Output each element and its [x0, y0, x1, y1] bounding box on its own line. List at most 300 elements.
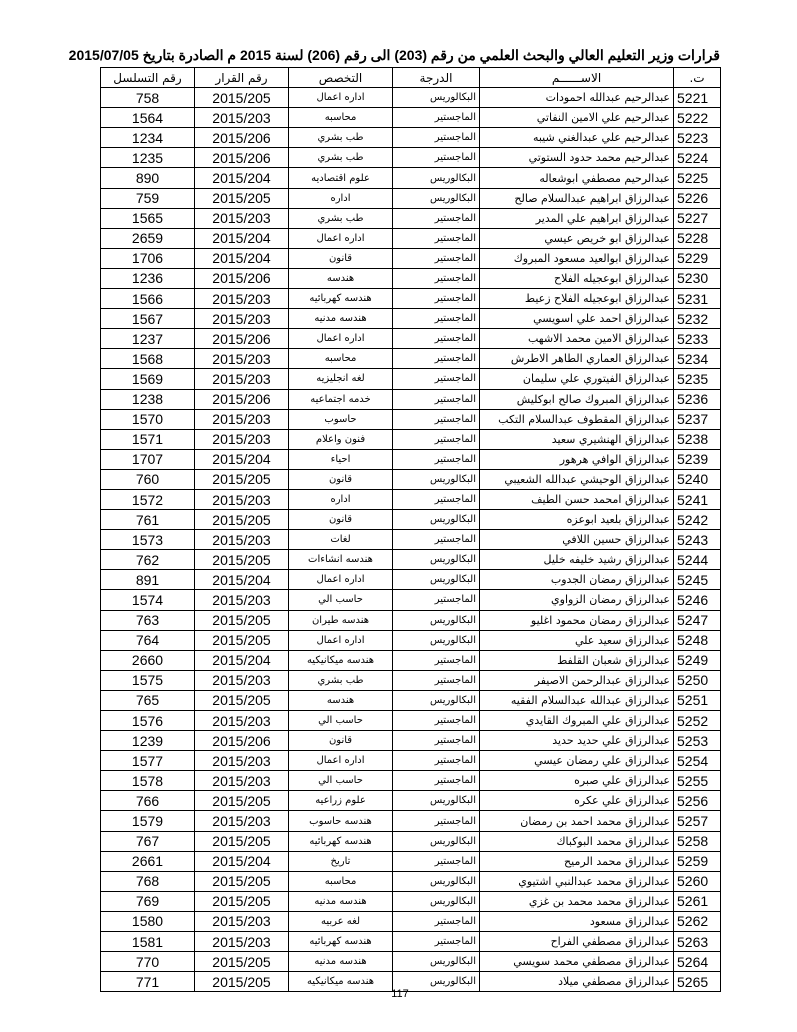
cell-decision: 2015/206 — [195, 268, 289, 288]
cell-num: 5257 — [674, 811, 721, 831]
cell-decision: 2015/205 — [195, 550, 289, 570]
cell-serial: 2660 — [101, 650, 195, 670]
cell-name: عبدالرحيم محمد حدود الستوتي — [480, 148, 674, 168]
cell-degree: الماجستير — [393, 128, 480, 148]
cell-serial: 1579 — [101, 811, 195, 831]
cell-serial: 2661 — [101, 851, 195, 871]
table-row — [101, 871, 721, 891]
cell-num: 5227 — [674, 208, 721, 228]
cell-serial: 1568 — [101, 349, 195, 369]
table-row — [101, 168, 721, 188]
table-row — [101, 228, 721, 248]
page-title: قرارات وزير التعليم العالي والبحث العلمي من رقم (203) الى رقم (206) لسنة 2015 م الصادرة بتاريخ 2015/07/05 — [68, 47, 720, 63]
cell-specialty: اداره — [289, 188, 393, 208]
cell-decision: 2015/205 — [195, 630, 289, 650]
table-row — [101, 952, 721, 972]
cell-num: 5234 — [674, 349, 721, 369]
table-row — [101, 469, 721, 489]
cell-serial: 1236 — [101, 268, 195, 288]
cell-decision: 2015/203 — [195, 309, 289, 329]
cell-num: 5250 — [674, 670, 721, 690]
cell-degree: الماجستير — [393, 590, 480, 610]
table-row — [101, 289, 721, 309]
cell-serial: 759 — [101, 188, 195, 208]
cell-name: عبدالرحيم علي عبدالغني شيبه — [480, 128, 674, 148]
cell-specialty: طب بشري — [289, 208, 393, 228]
cell-decision: 2015/203 — [195, 108, 289, 128]
cell-name: عبدالرزاق محمد البوكباك — [480, 831, 674, 851]
cell-specialty: اداره اعمال — [289, 751, 393, 771]
table-row — [101, 630, 721, 650]
cell-num: 5240 — [674, 469, 721, 489]
cell-decision: 2015/205 — [195, 831, 289, 851]
cell-serial: 1707 — [101, 449, 195, 469]
cell-decision: 2015/206 — [195, 731, 289, 751]
cell-name: عبدالرزاق محمد احمد بن رمضان — [480, 811, 674, 831]
table-row — [101, 389, 721, 409]
cell-decision: 2015/203 — [195, 409, 289, 429]
table-row — [101, 208, 721, 228]
cell-specialty: طب بشري — [289, 128, 393, 148]
cell-serial: 1580 — [101, 911, 195, 931]
cell-name: عبدالرزاق امحمد حسن الطيف — [480, 489, 674, 509]
table-row — [101, 489, 721, 509]
cell-num: 5265 — [674, 972, 721, 992]
cell-degree: الماجستير — [393, 289, 480, 309]
cell-specialty: قانون — [289, 248, 393, 268]
cell-serial: 764 — [101, 630, 195, 650]
cell-decision: 2015/206 — [195, 389, 289, 409]
cell-name: عبدالرزاق محمد محمد بن غزي — [480, 891, 674, 911]
cell-serial: 770 — [101, 952, 195, 972]
cell-degree: الماجستير — [393, 349, 480, 369]
table-row — [101, 831, 721, 851]
cell-serial: 1234 — [101, 128, 195, 148]
cell-degree: البكالوريس — [393, 871, 480, 891]
cell-decision: 2015/203 — [195, 349, 289, 369]
cell-num: 5256 — [674, 791, 721, 811]
cell-name: عبدالرزاق رمضان الجدوب — [480, 570, 674, 590]
table-row — [101, 108, 721, 128]
cell-specialty: قانون — [289, 510, 393, 530]
cell-decision: 2015/203 — [195, 208, 289, 228]
cell-degree: البكالوريس — [393, 168, 480, 188]
cell-degree: البكالوريس — [393, 510, 480, 530]
cell-specialty: لغات — [289, 530, 393, 550]
table-row — [101, 309, 721, 329]
cell-specialty: محاسبه — [289, 871, 393, 891]
cell-name: عبدالرزاق ابوالعيد مسعود المبروك — [480, 248, 674, 268]
cell-name: عبدالرزاق المقطوف عبدالسلام التكب — [480, 409, 674, 429]
cell-degree: البكالوريس — [393, 891, 480, 911]
table-row — [101, 268, 721, 288]
cell-name: عبدالرزاق ابوعجيله الفلاح — [480, 268, 674, 288]
cell-name: عبدالرزاق مصطفي ميلاد — [480, 972, 674, 992]
cell-specialty: محاسبه — [289, 108, 393, 128]
table-row — [101, 650, 721, 670]
cell-name: عبدالرزاق عبدالرحمن الاصيفر — [480, 670, 674, 690]
cell-name: عبدالرزاق علي المبروك القايدي — [480, 711, 674, 731]
cell-name: عبدالرزاق الوحيشي عبدالله الشعيبي — [480, 469, 674, 489]
cell-degree: البكالوريس — [393, 630, 480, 650]
cell-name: عبدالرزاق المبروك صالح ابوكليش — [480, 389, 674, 409]
cell-serial: 1567 — [101, 309, 195, 329]
cell-degree: الماجستير — [393, 911, 480, 931]
cell-decision: 2015/204 — [195, 248, 289, 268]
cell-decision: 2015/204 — [195, 650, 289, 670]
cell-num: 5229 — [674, 248, 721, 268]
cell-degree: الماجستير — [393, 389, 480, 409]
cell-specialty: لغه انجليزيه — [289, 369, 393, 389]
table-row — [101, 449, 721, 469]
cell-name: عبدالرزاق رمضان محمود اغليو — [480, 610, 674, 630]
cell-num: 5233 — [674, 329, 721, 349]
cell-serial: 1573 — [101, 530, 195, 550]
cell-specialty: هندسه كهربائيه — [289, 831, 393, 851]
cell-num: 5255 — [674, 771, 721, 791]
cell-serial: 766 — [101, 791, 195, 811]
cell-num: 5222 — [674, 108, 721, 128]
cell-serial: 1237 — [101, 329, 195, 349]
cell-degree: الماجستير — [393, 811, 480, 831]
table-row — [101, 610, 721, 630]
cell-degree: الماجستير — [393, 851, 480, 871]
cell-name: عبدالرزاق شعبان القلفط — [480, 650, 674, 670]
cell-serial: 1570 — [101, 409, 195, 429]
cell-name: عبدالرزاق العماري الطاهر الاطرش — [480, 349, 674, 369]
table-row — [101, 248, 721, 268]
cell-num: 5221 — [674, 88, 721, 108]
cell-num: 5235 — [674, 369, 721, 389]
cell-decision: 2015/204 — [195, 449, 289, 469]
cell-serial: 760 — [101, 469, 195, 489]
cell-name: عبدالرزاق ابوعجيله الفلاح زعيط — [480, 289, 674, 309]
cell-serial: 890 — [101, 168, 195, 188]
cell-specialty: هندسه طيران — [289, 610, 393, 630]
cell-specialty: محاسبه — [289, 349, 393, 369]
cell-decision: 2015/205 — [195, 469, 289, 489]
cell-decision: 2015/203 — [195, 811, 289, 831]
cell-num: 5228 — [674, 228, 721, 248]
cell-decision: 2015/203 — [195, 530, 289, 550]
cell-degree: الماجستير — [393, 329, 480, 349]
table-row — [101, 690, 721, 710]
cell-decision: 2015/203 — [195, 289, 289, 309]
table-row — [101, 409, 721, 429]
cell-num: 5260 — [674, 871, 721, 891]
cell-num: 5243 — [674, 530, 721, 550]
cell-name: عبدالرزاق مصطفي محمد سويسي — [480, 952, 674, 972]
cell-specialty: هندسه مدنيه — [289, 891, 393, 911]
cell-specialty: لغه عربيه — [289, 911, 393, 931]
cell-specialty: حاسب الي — [289, 711, 393, 731]
cell-decision: 2015/203 — [195, 771, 289, 791]
cell-degree: البكالوريس — [393, 570, 480, 590]
cell-degree: الماجستير — [393, 108, 480, 128]
cell-degree: الماجستير — [393, 771, 480, 791]
cell-specialty: اداره اعمال — [289, 329, 393, 349]
cell-specialty: حاسب الي — [289, 771, 393, 791]
cell-serial: 1577 — [101, 751, 195, 771]
cell-degree: الماجستير — [393, 751, 480, 771]
cell-decision: 2015/204 — [195, 228, 289, 248]
cell-degree: الماجستير — [393, 268, 480, 288]
table-body — [101, 88, 721, 992]
cell-serial: 891 — [101, 570, 195, 590]
cell-degree: البكالوريس — [393, 469, 480, 489]
cell-decision: 2015/206 — [195, 128, 289, 148]
cell-decision: 2015/204 — [195, 570, 289, 590]
cell-name: عبدالرزاق علي عكره — [480, 791, 674, 811]
cell-name: عبدالرزاق ابراهيم عبدالسلام صالح — [480, 188, 674, 208]
cell-decision: 2015/203 — [195, 590, 289, 610]
cell-name: عبدالرزاق الامين محمد الاشهب — [480, 329, 674, 349]
cell-degree: الماجستير — [393, 208, 480, 228]
cell-serial: 1571 — [101, 429, 195, 449]
cell-specialty: قانون — [289, 731, 393, 751]
cell-decision: 2015/203 — [195, 429, 289, 449]
table-row — [101, 590, 721, 610]
cell-serial: 1569 — [101, 369, 195, 389]
cell-num: 5254 — [674, 751, 721, 771]
cell-degree: البكالوريس — [393, 550, 480, 570]
cell-degree: الماجستير — [393, 429, 480, 449]
cell-decision: 2015/205 — [195, 952, 289, 972]
cell-serial: 2659 — [101, 228, 195, 248]
cell-num: 5239 — [674, 449, 721, 469]
cell-specialty: اداره اعمال — [289, 630, 393, 650]
table-row — [101, 771, 721, 791]
table-row — [101, 349, 721, 369]
cell-decision: 2015/205 — [195, 610, 289, 630]
cell-serial: 767 — [101, 831, 195, 851]
cell-degree: البكالوريس — [393, 88, 480, 108]
cell-name: عبدالرزاق بلعيد ابوعزه — [480, 510, 674, 530]
cell-name: عبدالرحيم مصطفي ابوشعاله — [480, 168, 674, 188]
cell-decision: 2015/204 — [195, 168, 289, 188]
table-row — [101, 570, 721, 590]
cell-decision: 2015/203 — [195, 911, 289, 931]
cell-specialty: هندسه حاسوب — [289, 811, 393, 831]
cell-degree: البكالوريس — [393, 610, 480, 630]
cell-specialty: تاريخ — [289, 851, 393, 871]
cell-specialty: هندسه مدنيه — [289, 309, 393, 329]
cell-serial: 762 — [101, 550, 195, 570]
cell-specialty: علوم زراعيه — [289, 791, 393, 811]
cell-degree: الماجستير — [393, 309, 480, 329]
cell-degree: الماجستير — [393, 670, 480, 690]
table-row — [101, 188, 721, 208]
cell-degree: الماجستير — [393, 489, 480, 509]
table-row — [101, 911, 721, 931]
cell-serial: 1576 — [101, 711, 195, 731]
cell-specialty: طب بشري — [289, 670, 393, 690]
cell-degree: الماجستير — [393, 148, 480, 168]
cell-degree: البكالوريس — [393, 791, 480, 811]
cell-name: عبدالرزاق محمد عبدالنبي اشتيوي — [480, 871, 674, 891]
cell-degree: الماجستير — [393, 530, 480, 550]
cell-serial: 765 — [101, 690, 195, 710]
cell-name: عبدالرزاق محمد الرميح — [480, 851, 674, 871]
table-row — [101, 670, 721, 690]
cell-degree: الماجستير — [393, 731, 480, 751]
cell-name: عبدالرزاق مصطفي الفراح — [480, 932, 674, 952]
table-row — [101, 711, 721, 731]
cell-specialty: خدمه اجتماعيه — [289, 389, 393, 409]
cell-decision: 2015/203 — [195, 489, 289, 509]
cell-num: 5259 — [674, 851, 721, 871]
cell-num: 5247 — [674, 610, 721, 630]
table-row — [101, 811, 721, 831]
cell-decision: 2015/203 — [195, 751, 289, 771]
cell-name: عبدالرزاق ابو خريص عيسي — [480, 228, 674, 248]
cell-specialty: حاسب الي — [289, 590, 393, 610]
cell-serial: 1574 — [101, 590, 195, 610]
cell-name: عبدالرزاق رمضان الزواوي — [480, 590, 674, 610]
cell-degree: البكالوريس — [393, 690, 480, 710]
cell-num: 5242 — [674, 510, 721, 530]
cell-decision: 2015/203 — [195, 670, 289, 690]
cell-num: 5230 — [674, 268, 721, 288]
cell-num: 5253 — [674, 731, 721, 751]
cell-specialty: هندسه مدنيه — [289, 952, 393, 972]
cell-num: 5252 — [674, 711, 721, 731]
cell-specialty: علوم اقتصاديه — [289, 168, 393, 188]
cell-decision: 2015/205 — [195, 972, 289, 992]
cell-num: 5244 — [674, 550, 721, 570]
cell-degree: الماجستير — [393, 711, 480, 731]
cell-degree: الماجستير — [393, 409, 480, 429]
cell-num: 5249 — [674, 650, 721, 670]
cell-specialty: هندسه كهربائيه — [289, 932, 393, 952]
cell-name: عبدالرزاق رشيد خليفه خليل — [480, 550, 674, 570]
cell-serial: 1581 — [101, 932, 195, 952]
cell-specialty: اداره اعمال — [289, 570, 393, 590]
table-row — [101, 891, 721, 911]
cell-decision: 2015/203 — [195, 932, 289, 952]
cell-name: عبدالرزاق الفيتوري علي سليمان — [480, 369, 674, 389]
cell-name: عبدالرزاق علي حديد حديد — [480, 731, 674, 751]
table-row — [101, 148, 721, 168]
cell-specialty: طب بشري — [289, 148, 393, 168]
cell-num: 5258 — [674, 831, 721, 851]
cell-serial: 1575 — [101, 670, 195, 690]
cell-num: 5232 — [674, 309, 721, 329]
cell-decision: 2015/205 — [195, 690, 289, 710]
table-header-row — [101, 68, 721, 88]
cell-decision: 2015/205 — [195, 791, 289, 811]
header-degree: الدرجة — [393, 68, 480, 88]
cell-specialty: هندسه — [289, 690, 393, 710]
table-row — [101, 791, 721, 811]
cell-degree: الماجستير — [393, 228, 480, 248]
cell-specialty: احياء — [289, 449, 393, 469]
cell-serial: 1706 — [101, 248, 195, 268]
cell-specialty: هندسه ميكانيكيه — [289, 972, 393, 992]
cell-decision: 2015/203 — [195, 369, 289, 389]
table-row — [101, 530, 721, 550]
cell-name: عبدالرزاق عبدالله عبدالسلام الفقيه — [480, 690, 674, 710]
cell-decision: 2015/205 — [195, 871, 289, 891]
graduates-table — [100, 67, 721, 992]
cell-specialty: هندسه انشاءات — [289, 550, 393, 570]
cell-num: 5245 — [674, 570, 721, 590]
cell-specialty: هندسه ميكانيكيه — [289, 650, 393, 670]
table-row — [101, 510, 721, 530]
cell-specialty: اداره اعمال — [289, 88, 393, 108]
cell-num: 5264 — [674, 952, 721, 972]
cell-degree: الماجستير — [393, 650, 480, 670]
table-row — [101, 329, 721, 349]
cell-num: 5237 — [674, 409, 721, 429]
cell-num: 5226 — [674, 188, 721, 208]
cell-num: 5263 — [674, 932, 721, 952]
table-row — [101, 128, 721, 148]
cell-num: 5262 — [674, 911, 721, 931]
table-row — [101, 731, 721, 751]
table-row — [101, 429, 721, 449]
cell-serial: 761 — [101, 510, 195, 530]
cell-serial: 758 — [101, 88, 195, 108]
cell-num: 5224 — [674, 148, 721, 168]
cell-specialty: فنون واعلام — [289, 429, 393, 449]
table-row — [101, 369, 721, 389]
cell-serial: 763 — [101, 610, 195, 630]
cell-name: عبدالرزاق حسين اللافي — [480, 530, 674, 550]
table-row — [101, 932, 721, 952]
cell-serial: 1565 — [101, 208, 195, 228]
table-row — [101, 550, 721, 570]
cell-decision: 2015/205 — [195, 188, 289, 208]
cell-decision: 2015/204 — [195, 851, 289, 871]
table-row — [101, 851, 721, 871]
cell-name: عبدالرزاق الهنشيري سعيد — [480, 429, 674, 449]
cell-name: عبدالرزاق الوافي هرهور — [480, 449, 674, 469]
cell-num: 5261 — [674, 891, 721, 911]
header-specialty: التخصص — [289, 68, 393, 88]
cell-num: 5241 — [674, 489, 721, 509]
cell-degree: البكالوريس — [393, 188, 480, 208]
cell-serial: 1238 — [101, 389, 195, 409]
cell-name: عبدالرزاق سعيد علي — [480, 630, 674, 650]
cell-name: عبدالرزاق احمد علي اسويسي — [480, 309, 674, 329]
cell-num: 5238 — [674, 429, 721, 449]
cell-num: 5248 — [674, 630, 721, 650]
cell-decision: 2015/205 — [195, 88, 289, 108]
cell-decision: 2015/205 — [195, 891, 289, 911]
cell-serial: 1235 — [101, 148, 195, 168]
header-decision: رقم القرار — [195, 68, 289, 88]
cell-decision: 2015/206 — [195, 148, 289, 168]
page-number: 117 — [391, 988, 409, 1000]
cell-degree: البكالوريس — [393, 972, 480, 992]
cell-serial: 1564 — [101, 108, 195, 128]
cell-specialty: هندسه — [289, 268, 393, 288]
cell-specialty: اداره — [289, 489, 393, 509]
cell-degree: الماجستير — [393, 248, 480, 268]
cell-num: 5236 — [674, 389, 721, 409]
cell-specialty: قانون — [289, 469, 393, 489]
cell-serial: 1239 — [101, 731, 195, 751]
cell-specialty: هندسه كهربائيه — [289, 289, 393, 309]
cell-specialty: اداره اعمال — [289, 228, 393, 248]
table-row — [101, 88, 721, 108]
cell-name: عبدالرزاق علي رمضان عيسي — [480, 751, 674, 771]
header-num: ت. — [674, 68, 721, 88]
cell-degree: البكالوريس — [393, 831, 480, 851]
cell-num: 5231 — [674, 289, 721, 309]
header-name: الاســــــم — [480, 68, 674, 88]
